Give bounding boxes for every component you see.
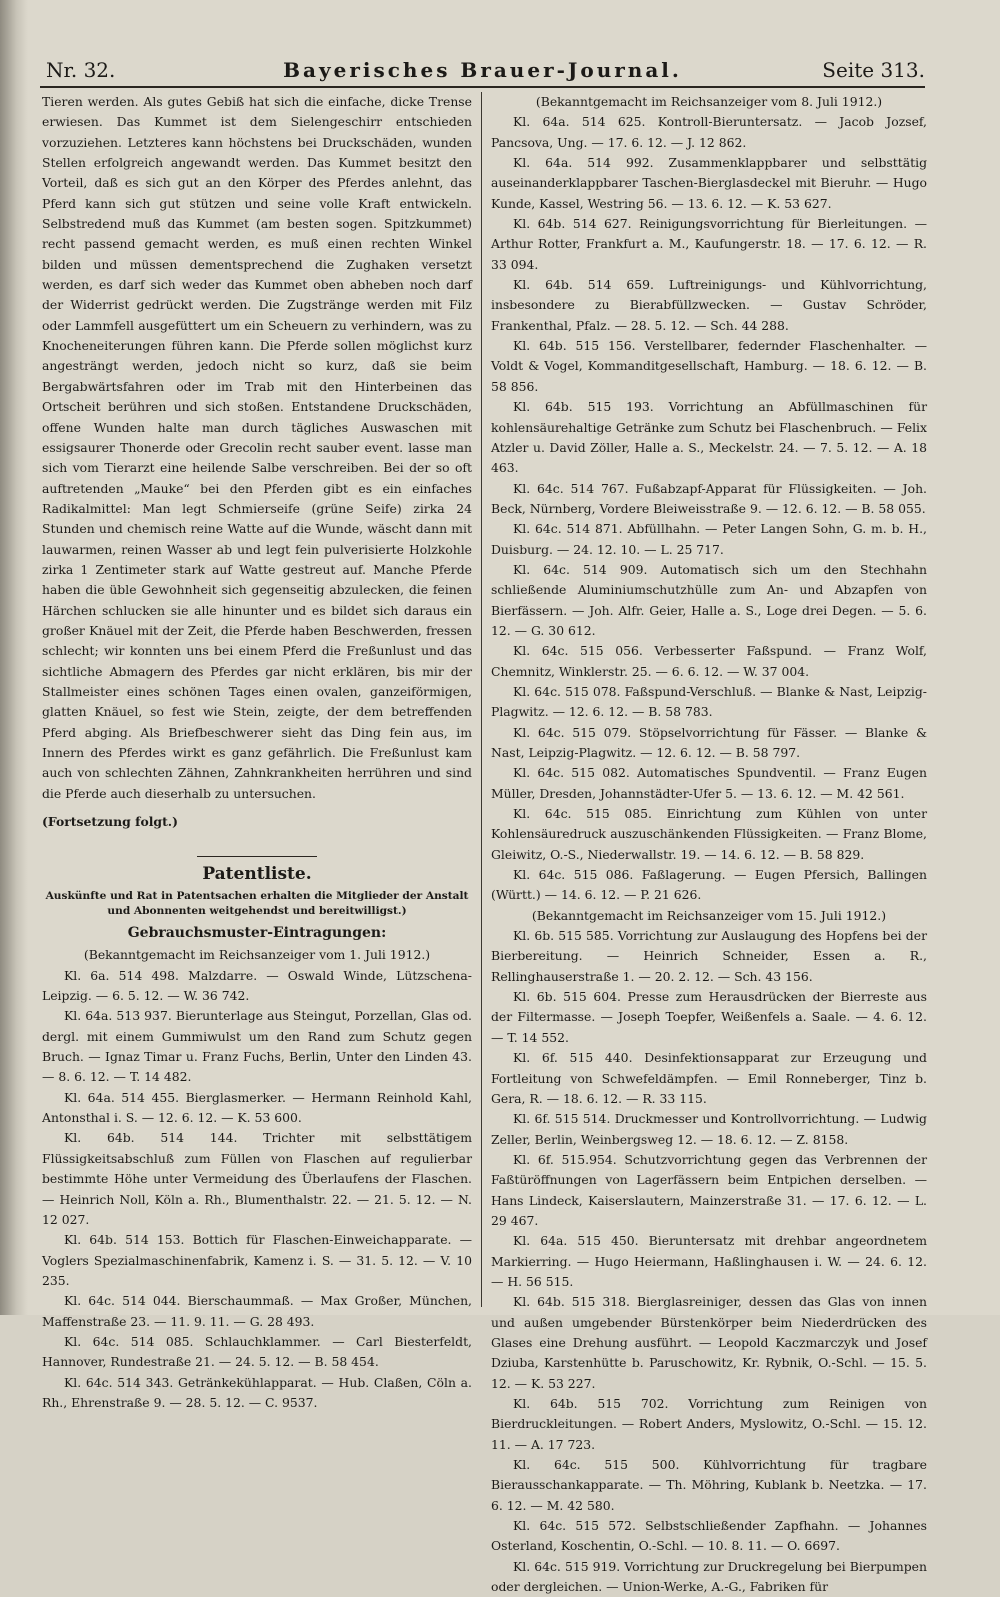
- publication-notice: (Bekanntgemacht im Reichsanzeiger vom 8. Juli 1912.): [535, 94, 883, 109]
- header-rule: [40, 86, 925, 88]
- section-title: Patentliste.: [202, 864, 312, 885]
- patent-entry: Kl. 64b. 515 156. Verstellbarer, federnder Flaschenhalter. — Voldt & Vogel, Kommanditgesellschaft, Hamburg. — 18. 6. 12. — B. 58 856.: [491, 338, 927, 394]
- patent-entry: Kl. 64c. 515 085. Einrichtung zum Kühlen von unter Kohlensäuredruck auszuschänkenden Flüssigkeiten. — Franz Blome, Gleiwitz, O.-S., Niederwallstr. 19. — 14. 6. 12. — B. 58 829.: [491, 806, 927, 862]
- patent-entry: Kl. 64a. 514 455. Bierglasmerker. — Hermann Reinhold Kahl, Antonsthal i. S. — 12. 6. 12. — K. 53 600.: [42, 1089, 472, 1126]
- patent-entry: Kl. 64c. 515 500. Kühlvorrichtung für tragbare Bierausschankapparate. — Th. Möhring, Kublank b. Neetzka. — 17. 6. 12. — M. 42 580.: [491, 1457, 927, 1513]
- patent-entry: Kl. 64a. 514 625. Kontroll-Bieruntersatz. — Jacob Jozsef, Pancsova, Ung. — 17. 6. 12. — J. 12 862.: [491, 114, 927, 150]
- section-note: Auskünfte und Rat in Patentsachen erhalten die Mitglieder der Anstalt und Abonnenten weitgehendst und bereitwilligst.): [45, 890, 469, 918]
- patent-entry: Kl. 64c. 515 056. Verbesserter Faßspund. — Franz Wolf, Chemnitz, Winklerstr. 25. — 6. 6. 12. — W. 37 004.: [491, 643, 927, 679]
- patent-entry: Kl. 6f. 515.954. Schutzvorrichtung gegen das Verbrennen der Faßtüröffnungen von Lagerfässern beim Entpichen derselben. — Hans Lindeck, Kaiserslautern, Mainzerstraße 31. — 17. 6. 12. — L. 29 467.: [491, 1151, 927, 1228]
- patent-entry: Kl. 64c. 515 919. Vorrichtung zur Druckregelung bei Bierpumpen oder dergleichen. — Union-Werke, A.-G., Fabriken für: [491, 1558, 927, 1595]
- patent-entry: Kl. 64c. 514 343. Getränkekühlapparat. — Hub. Claßen, Cöln a. Rh., Ehrenstraße 9. — 28. 5. 12. — C. 9537.: [42, 1374, 472, 1410]
- section-rule: [197, 856, 317, 857]
- patent-entry: Kl. 64b. 515 193. Vorrichtung an Abfüllmaschinen für kohlensäurehaltige Getränke zum Schutz bei Flaschenbruch. — Felix Atzler u. David Zöller, Halle a. S., Meckelstr. 24. — 7. 5. 12. — A. 18 463.: [491, 399, 927, 476]
- patent-entry: Kl. 64c. 515 082. Automatisches Spundventil. — Franz Eugen Müller, Dresden, Johannstädter-Ufer 5. — 13. 6. 12. — M. 42 561.: [491, 765, 927, 801]
- patent-entry: Kl. 64c. 514 767. Fußabzapf-Apparat für Flüssigkeiten. — Joh. Beck, Nürnberg, Vordere Bleiweisstraße 9. — 12. 6. 12. — B. 58 055.: [491, 480, 927, 516]
- patent-entry: Kl. 64c. 514 085. Schlauchklammer. — Carl Biesterfeldt, Hannover, Rundestraße 21. — 24. 5. 12. — B. 58 454.: [42, 1333, 472, 1370]
- journal-title: Bayerisches Brauer-Journal.: [283, 58, 682, 82]
- patent-entry: Kl. 64c. 514 871. Abfüllhahn. — Peter Langen Sohn, G. m. b. H., Duisburg. — 24. 12. 10. — L. 25 717.: [491, 521, 927, 557]
- patent-entry: Kl. 6f. 515 440. Desinfektionsapparat zur Erzeugung und Fortleitung von Schwefeldämpfen. — Emil Ronneberger, Tinz b. Gera, R. — 18. 6. 12. — R. 33 115.: [491, 1050, 927, 1106]
- patent-entry: Kl. 64c. 514 044. Bierschaummaß. — Max Großer, München, Maffenstraße 23. — 11. 9. 11. — G. 28 493.: [42, 1293, 472, 1329]
- patent-entry: Kl. 6f. 515 514. Druckmesser und Kontrollvorrichtung. — Ludwig Zeller, Berlin, Weinbergsweg 12. — 18. 6. 12. — Z. 8158.: [491, 1111, 927, 1147]
- patent-entry: Kl. 64c. 514 909. Automatisch sich um den Stechhahn schließende Aluminiumschutzhülle zum An- und Abzapfen von Bierfässern. — Joh. Alfr. Geier, Halle a. S., Loge drei Degen. — 5. 6. 12. — G. 30 612.: [491, 561, 927, 638]
- column-separator: [481, 92, 482, 1307]
- patent-entry: Kl. 64c. 515 078. Faßspund-Verschluß. — Blanke & Nast, Leipzig-Plagwitz. — 12. 6. 12. — B. 58 783.: [491, 683, 927, 720]
- patent-entry: Kl. 64b. 514 627. Reinigungsvorrichtung für Bierleitungen. — Arthur Rotter, Frankfurt a. M., Kaufungerstr. 18. — 17. 6. 12. — R. 33 094.: [491, 216, 927, 272]
- patent-entry: Kl. 64a. 515 450. Bieruntersatz mit drehbar angeordnetem Markierring. — Hugo Heiermann, Haßlinghausen i. W. — 24. 6. 12. — H. 56 515.: [491, 1233, 927, 1289]
- subsection-title: Gebrauchsmuster-Eintragungen:: [127, 925, 387, 942]
- continuation-note: (Fortsetzung folgt.): [42, 814, 178, 830]
- patent-entry: Kl. 64b. 515 702. Vorrichtung zum Reinigen von Bierdruckleitungen. — Robert Anders, Myslowitz, O.-Schl. — 15. 12. 11. — A. 17 723.: [491, 1396, 927, 1452]
- patent-entry: Kl. 64a. 513 937. Bierunterlage aus Steingut, Porzellan, Glas od. dergl. mit einem Gummiwulst um den Rand zum Schutz gegen Bruch. — Ignaz Timar u. Franz Fuchs, Berlin, Unter den Linden 43. — 8. 6. 12. — T. 14 482.: [42, 1008, 472, 1085]
- book-spine-shadow: [0, 0, 28, 1315]
- patent-entry: Kl. 64c. 515 086. Faßlagerung. — Eugen Pfersich, Ballingen (Württ.) — 14. 6. 12. — P. 21 626.: [491, 867, 927, 903]
- publication-notice: (Bekanntgemacht im Reichsanzeiger vom 15. Juli 1912.): [531, 907, 887, 923]
- patent-entry: Kl. 64b. 515 318. Bierglasreiniger, dessen das Glas von innen und außen umgebender Bürstenkörper beim Niederdrücken des Glases eine Drehung ausführt. — Leopold Kaczmarczyk und Josef Dziuba, Karstenhütte b. Paruschowitz, Kr. Rybnik, O.-Schl. — 15. 5. 12. — K. 53 227.: [491, 1294, 927, 1391]
- patent-entry: Kl. 64c. 515 572. Selbstschließender Zapfhahn. — Johannes Osterland, Koschentin, O.-Schl. — 10. 8. 11. — O. 6697.: [491, 1518, 927, 1554]
- article-paragraph: Tieren werden. Als gutes Gebiß hat sich die einfache, dicke Trense erwiesen. Das Kummet ist dem Sielengeschirr entschieden vorzuziehen. Letzteres kann höchstens bei Druckschäden, wunden Stellen erfolgreich angewandt werden. Das Kummet besitzt den Vorteil, daß es sich gut an den Körper des Pferdes anlehnt, das Pferd kann sich gut stützen und seine volle Kraft entwickeln. Selbstredend muß das Kummet (am besten sogen. Spitzkummet) recht passend gemacht werden, es muß einen rechten Winkel bilden und müssen dementsprechend die Zughaken versetzt werden, es darf sich weder das Kummet oben abheben noch darf der Widerrist gedrückt werden. Die Zugstränge werden mit Filz oder Lammfell ausgefüttert um ein Scheuern zu verhindern, was zu Knocheneiterungen führen kann. Die Pferde sollen möglichst kurz angesträngt werden, jedoch nicht so kurz, daß sie beim Bergabwärtsfahren oder im Trab mit den Hinterbeinen das Ortscheit berühren und sich stoßen. Entstandene Druckschäden, offene Wunden halte man durch tägliches Auswaschen mit essigsaurer Thonerde oder Grecolin recht sauber event. lasse man sich vom Tierarzt eine heilende Salbe verschreiben. Bei der so oft auftretenden „Mauke“ bei den Pferden gibt es ein einfaches Radikalmittel: Man legt Schmierseife (grüne Seife) zirka 24 Stunden und chemisch reine Watte auf die Wunde, wäscht dann mit lauwarmen, reinen Wasser ab und legt fein pulverisierte Holzkohle zirka 1 Zentimeter stark auf Watte gestreut auf. Manche Pferde haben die üble Gewohnheit sich gegenseitig abzulecken, die feinen Härchen schlucken sie alle hinunter und es bildet sich daraus ein großer Knäuel mit der Zeit, die Pferde haben Beschwerden, fressen schlecht; wir konnten uns bei einem Pferd die Freßunlust und das sichtliche Abmagern des Pferdes gar nicht erklären, bis mir der Stallmeister eines schönen Tages einen ovalen, ganzeiförmigen, glatten Knäuel, so fest wie Stein, zeigte, der dem betreffenden Pferd abging. Als Briefbeschwerer sieht das Ding fein aus, im Innern des Pferdes wirkt es ganz gefährlich. Die Freßunlust kam auch von schlechten Zähnen, Zahnkrankheiten herrühren und sind die Pferde auch dieserhalb zu untersuchen.: [42, 94, 472, 801]
- article-text: [42, 92, 472, 804]
- patent-entry: Kl. 6a. 514 498. Malzdarre. — Oswald Winde, Lützschena-Leipzig. — 6. 5. 12. — W. 36 742.: [42, 967, 472, 1004]
- publication-notice: (Bekanntgemacht im Reichsanzeiger vom 1. Juli 1912.): [83, 947, 431, 963]
- patent-entry: Kl. 6b. 515 585. Vorrichtung zur Auslaugung des Hopfens bei der Bierbereitung. — Heinrich Schneider, Essen a. R., Rellinghauserstraße 1. — 20. 2. 12. — Sch. 43 156.: [491, 928, 927, 984]
- patent-entry: Kl. 64a. 514 992. Zusammenklappbarer und selbsttätig auseinanderklappbarer Taschen-Bierglasdeckel mit Bieruhr. — Hugo Kunde, Kassel, Westring 56. — 13. 6. 12. — K. 53 627.: [491, 155, 927, 211]
- patent-entry: Kl. 64b. 514 144. Trichter mit selbsttätigem Flüssigkeitsabschluß zum Füllen von Flaschen auf regulierbar bestimmte Höhe unter Vermeidung des Überlaufens der Flaschen. — Heinrich Noll, Köln a. Rh., Blumenthalstr. 22. — 21. 5. 12. — N. 12 027.: [42, 1130, 472, 1227]
- patent-entry: Kl. 64b. 514 153. Bottich für Flaschen-Einweichapparate. — Voglers Spezialmaschinenfabrik, Kamenz i. S. — 31. 5. 12. — V. 10 235.: [42, 1232, 472, 1288]
- patent-entry: Kl. 64b. 514 659. Luftreinigungs- und Kühlvorrichtung, insbesondere zu Bierabfüllzwecken. — Gustav Schröder, Frankenthal, Pfalz. — 28. 5. 12. — Sch. 44 288.: [491, 277, 927, 333]
- patent-entry: Kl. 6b. 515 604. Presse zum Herausdrücken der Bierreste aus der Filtermasse. — Joseph Toepfer, Weißenfels a. Saale. — 4. 6. 12. — T. 14 552.: [491, 989, 927, 1045]
- patent-entry: Kl. 64c. 515 079. Stöpselvorrichtung für Fässer. — Blanke & Nast, Leipzig-Plagwitz. — 12. 6. 12. — B. 58 797.: [491, 724, 927, 760]
- issue-number: Nr. 32.: [46, 58, 116, 82]
- page-header: [40, 56, 925, 86]
- right-column: [491, 92, 927, 1597]
- left-column: [42, 92, 472, 1413]
- page-number: Seite 313.: [822, 58, 925, 82]
